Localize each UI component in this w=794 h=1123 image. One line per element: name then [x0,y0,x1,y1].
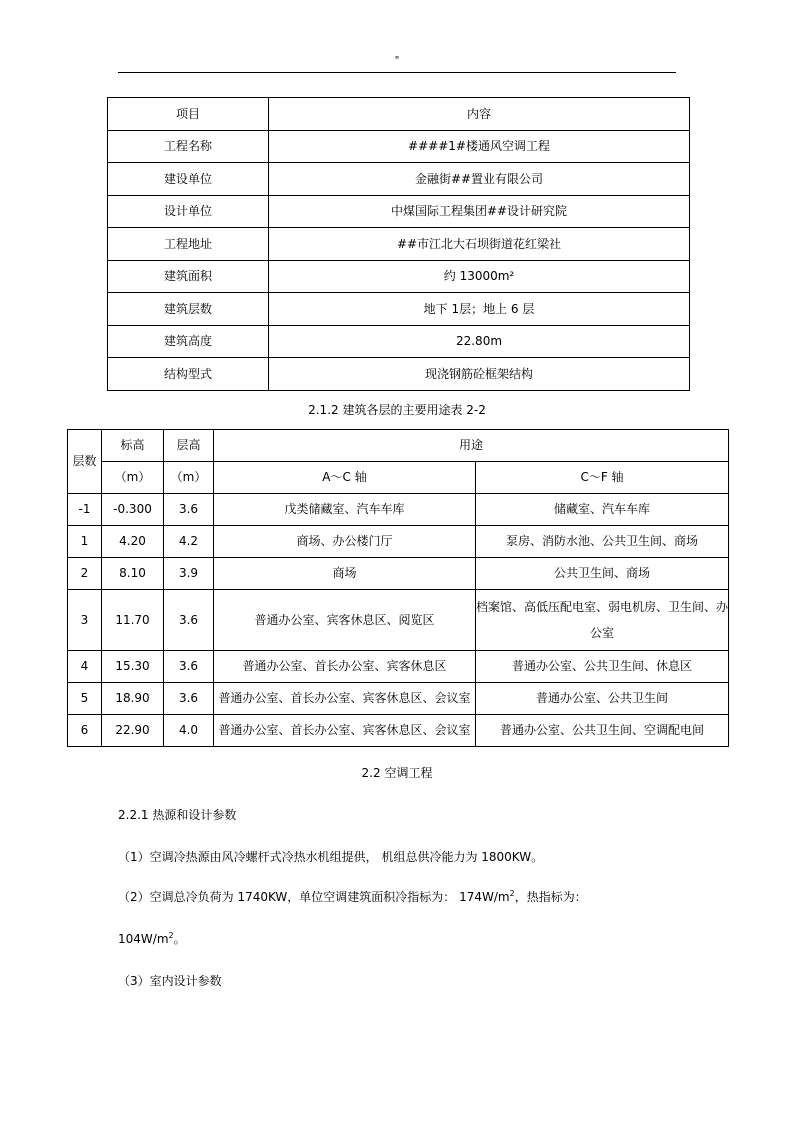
project-info-table [107,97,690,391]
row-label: 工程地址 [108,228,269,261]
cell-use-c-f: 普通办公室、公共卫生间 [476,683,729,715]
cell-use-c-f: 档案馆、高低压配电室、弱电机房、卫生间、办公室 [476,590,729,651]
header-rule [118,72,676,73]
cell-floor: 5 [68,683,102,715]
row-label: 结构型式 [108,358,269,391]
cell-elevation: 18.90 [102,683,164,715]
cell-floor-height: 3.6 [164,651,214,683]
row-label: 设计单位 [108,195,269,228]
row-label: 建筑面积 [108,260,269,293]
cell-elevation: 4.20 [102,526,164,558]
cell-use-a-c: 普通办公室、宾客休息区、阅览区 [214,590,476,651]
cell-use-a-c: 普通办公室、首长办公室、宾客休息区、会议室 [214,683,476,715]
paragraph-1: （1）空调冷热源由风冷螺杆式冷热水机组提供， 机组总供冷能力为 1800KW。 [118,850,544,864]
row-value: 中煤国际工程集团##设计研究院 [269,195,690,228]
cell-floor-height: 4.2 [164,526,214,558]
row-label: 建筑高度 [108,325,269,358]
cell-floor-height: 3.6 [164,683,214,715]
cell-floor: -1 [68,494,102,526]
table2-caption: 2.1.2 建筑各层的主要用途表 2-2 [308,403,486,417]
paragraph-2 [118,888,587,905]
row-value: ####1#楼通风空调工程 [269,130,690,163]
header-floor-height: 层高 [164,430,214,462]
row-value: 约 13000m² [269,260,690,293]
cell-floor-height: 3.9 [164,558,214,590]
cell-use-c-f: 普通办公室、公共卫生间、空调配电间 [476,715,729,747]
table-row [68,558,729,590]
header-cell-content: 内容 [269,98,690,131]
cell-elevation: -0.300 [102,494,164,526]
row-value: ##市江北大石坝街道花红梁社 [269,228,690,261]
cell-floor: 2 [68,558,102,590]
floor-usage-table [67,429,729,747]
table-row [108,293,690,326]
row-value: 金融街##置业有限公司 [269,163,690,196]
paragraph-3-text: 104W/m [118,932,169,946]
table-row [108,228,690,261]
cell-floor-height: 3.6 [164,590,214,651]
header-axis-c-f: C～F 轴 [476,462,729,494]
row-label: 建筑层数 [108,293,269,326]
table-row [68,590,729,651]
table-row [108,358,690,391]
paragraph-2-superscript: 2 [509,889,515,898]
table-row [108,163,690,196]
cell-floor: 1 [68,526,102,558]
cell-elevation: 15.30 [102,651,164,683]
table-header-row [68,462,729,494]
table-row [108,260,690,293]
cell-use-c-f: 普通办公室、公共卫生间、休息区 [476,651,729,683]
row-label: 工程名称 [108,130,269,163]
table-header-row [68,430,729,462]
cell-use-a-c: 普通办公室、首长办公室、宾客休息区 [214,651,476,683]
paragraph-3-superscript: 2 [168,931,174,940]
cell-elevation: 8.10 [102,558,164,590]
table-row [108,325,690,358]
cell-elevation: 22.90 [102,715,164,747]
table-header-row [108,98,690,131]
row-value: 地下 1层；地上 6 层 [269,293,690,326]
table-row [68,526,729,558]
cell-use-a-c: 商场 [214,558,476,590]
row-value: 22.80m [269,325,690,358]
cell-floor: 6 [68,715,102,747]
header-floor-height-unit: （m） [164,462,214,494]
header-axis-a-c: A～C 轴 [214,462,476,494]
header-elevation-unit: （m） [102,462,164,494]
header-mark: " [394,55,400,66]
paragraph-3 [118,930,186,947]
paragraph-2-text: （2）空调总冷负荷为 1740KW，单位空调建筑面积冷指标为： 174W/m [118,890,510,904]
cell-floor: 4 [68,651,102,683]
table-row [68,494,729,526]
cell-use-a-c: 商场、办公楼门厅 [214,526,476,558]
cell-use-c-f: 储藏室、汽车车库 [476,494,729,526]
table-row [108,130,690,163]
table-row [108,195,690,228]
header-elevation: 标高 [102,430,164,462]
cell-floor-height: 4.0 [164,715,214,747]
header-floor: 层数 [68,430,102,494]
paragraph-4: （3）室内设计参数 [118,974,222,988]
row-value: 现浇钢筋砼框架结构 [269,358,690,391]
cell-use-c-f: 公共卫生间、商场 [476,558,729,590]
paragraph-3-tail: 。 [173,932,186,946]
paragraph-2-tail: ，热指标为： [514,890,587,904]
row-label: 建设单位 [108,163,269,196]
cell-elevation: 11.70 [102,590,164,651]
cell-use-a-c: 戊类储藏室、汽车车库 [214,494,476,526]
cell-floor: 3 [68,590,102,651]
header-cell-item: 项目 [108,98,269,131]
section-title: 2.2 空调工程 [361,766,433,780]
table-row [68,651,729,683]
table-row [68,715,729,747]
cell-use-c-f: 泵房、消防水池、公共卫生间、商场 [476,526,729,558]
header-usage: 用途 [214,430,729,462]
table-row [68,683,729,715]
cell-floor-height: 3.6 [164,494,214,526]
cell-use-a-c: 普通办公室、首长办公室、宾客休息区、会议室 [214,715,476,747]
subsection-heading: 2.2.1 热源和设计参数 [118,808,237,822]
